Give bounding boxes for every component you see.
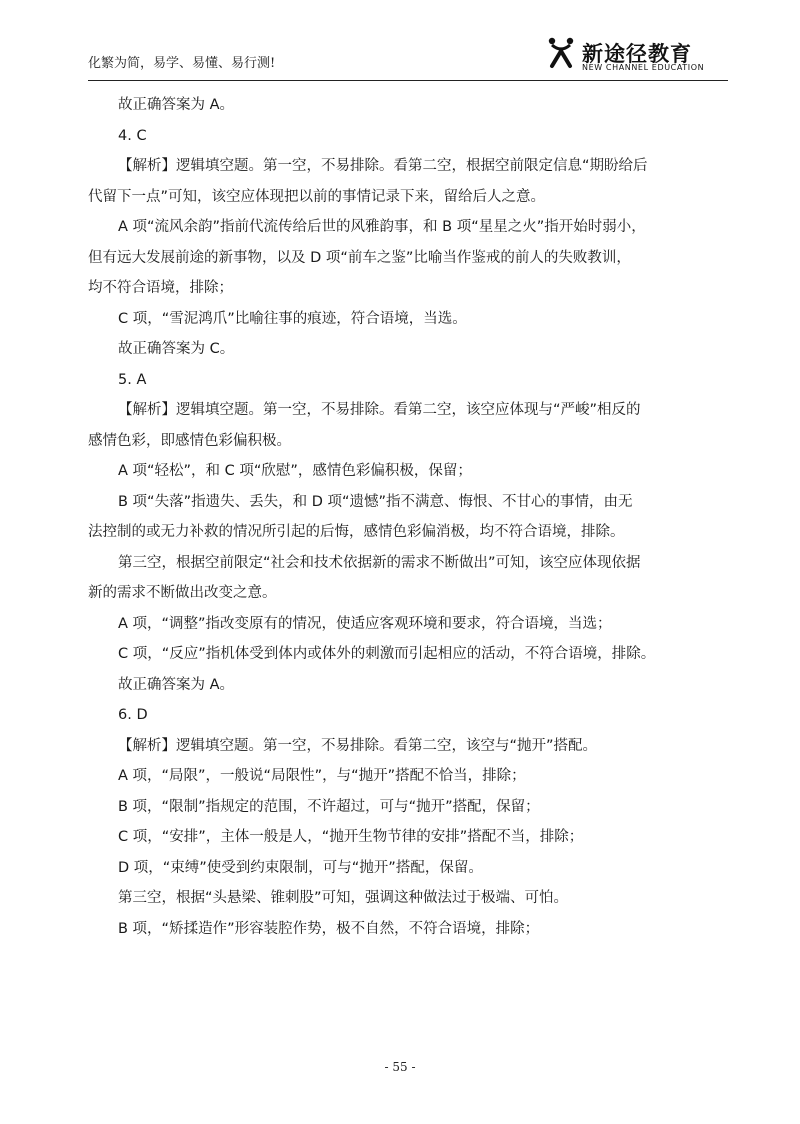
text-line: 4. C <box>118 127 147 144</box>
text-line: A 项，“调整”指改变原有的情况，使适应客观环境和要求，符合语境，当选； <box>118 615 612 632</box>
text-line: D 项，“束缚”使受到约束限制，可与“抛开”搭配，保留。 <box>118 859 483 876</box>
text-line: B 项，“限制”指规定的范围，不许超过，可与“抛开”搭配，保留； <box>118 798 540 815</box>
text-line: 新的需求不断做出改变之意。 <box>88 585 277 601</box>
text-line: 【解析】逻辑填空题。第一空，不易排除。看第二空，该空应体现与“严峻”相反的 <box>118 402 641 418</box>
text-line: C 项，“雪泥鸿爪”比喻往事的痕迹，符合语境，当选。 <box>118 310 467 327</box>
text-line: 6. D <box>118 707 148 723</box>
brand-logo <box>548 36 728 76</box>
logo-chinese-name: 新途径教育 <box>582 42 692 66</box>
logo-english-name: NEW CHANNEL EDUCATION <box>582 63 705 72</box>
logo-x-icon <box>548 36 574 70</box>
text-line: A 项“流风余韵”指前代流传给后世的风雅韵事，和 B 项“星星之火”指开始时弱小， <box>118 219 646 235</box>
text-line: 法控制的或无力补救的情况所引起的后悔，感情色彩偏消极，均不符合语境，排除。 <box>88 524 625 540</box>
header-tagline: 化繁为简，易学、易懂、易行测! <box>88 56 276 71</box>
text-line: A 项，“局限”，一般说“局限性”，与“抛开”搭配不恰当，排除； <box>118 768 526 784</box>
text-line: C 项，“安排”，主体一般是人，“抛开生物节律的安排”搭配不当，排除； <box>118 829 584 845</box>
text-line: 【解析】逻辑填空题。第一空，不易排除。看第二空，该空与“抛开”搭配。 <box>118 737 598 754</box>
text-line: 故正确答案为 C。 <box>118 341 235 357</box>
text-line: 但有远大发展前途的新事物，以及 D 项“前车之鉴”比喻当作鉴戒的前人的失败教训， <box>88 249 631 266</box>
page-header <box>88 30 728 78</box>
document-body <box>88 90 724 944</box>
text-line: A 项“轻松”，和 C 项“欣慰”，感情色彩偏积极，保留； <box>118 463 472 479</box>
text-line: 【解析】逻辑填空题。第一空，不易排除。看第二空，根据空前限定信息“期盼给后 <box>118 158 648 174</box>
text-line: 第三空，根据空前限定“社会和技术依据新的需求不断做出”可知，该空应体现依据 <box>118 554 641 571</box>
text-line: 代留下一点”可知，该空应体现把以前的事情记录下来，留给后人之意。 <box>88 188 546 205</box>
text-line: 感情色彩，即感情色彩偏积极。 <box>88 432 291 449</box>
page-number: - 55 - <box>384 1060 416 1074</box>
text-line: C 项，“反应”指机体受到体内或体外的刺激而引起相应的活动，不符合语境，排除。 <box>118 646 656 662</box>
text-line: 第三空，根据“头悬梁、锥刺股”可知，强调这种做法过于极端、可怕。 <box>118 890 569 906</box>
text-line: B 项，“矫揉造作”形容装腔作势，极不自然，不符合语境，排除； <box>118 920 540 937</box>
text-line: 故正确答案为 A。 <box>118 676 235 693</box>
text-line: 5. A <box>118 371 147 388</box>
text-line: 均不符合语境，排除； <box>88 280 233 296</box>
header-divider <box>88 80 728 81</box>
text-line: 故正确答案为 A。 <box>118 97 235 113</box>
text-line: B 项“失落”指遗失、丢失，和 D 项“遗憾”指不满意、悔恨、不甘心的事情，由无 <box>118 493 633 510</box>
